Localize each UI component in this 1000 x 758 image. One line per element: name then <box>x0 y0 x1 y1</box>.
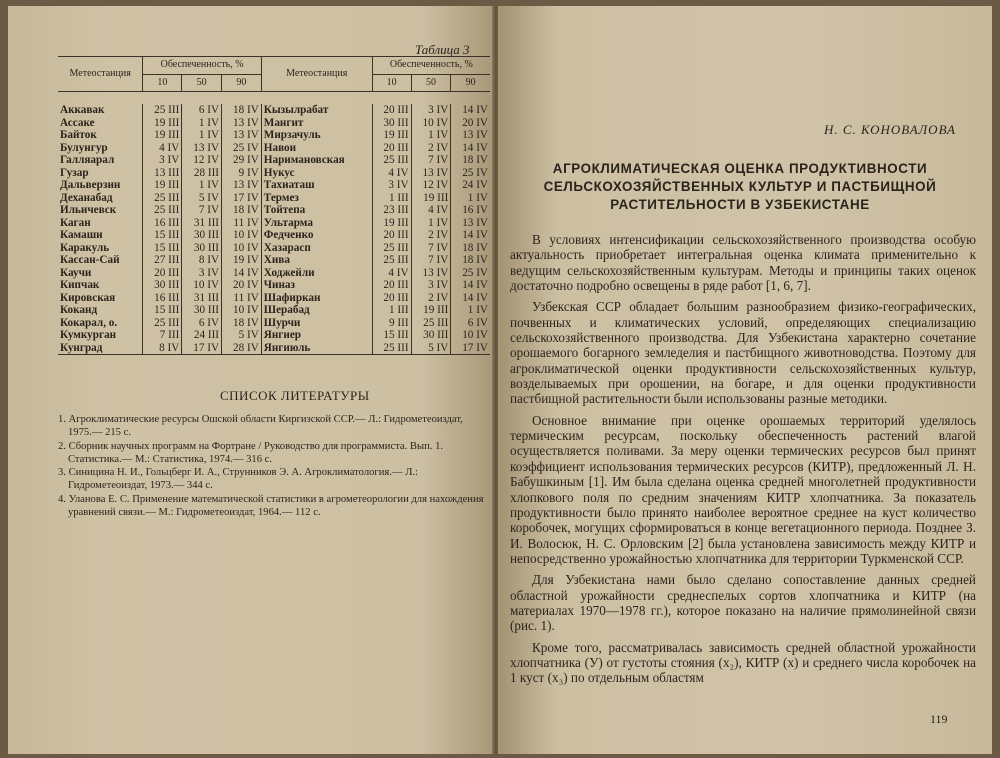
table-row <box>58 292 490 305</box>
page-number: 119 <box>930 712 948 726</box>
table-row <box>58 317 490 330</box>
date-cell: 20 III <box>372 229 411 242</box>
date-cell: 13 IV <box>222 179 262 192</box>
paragraph: Для Узбекистана нами было сделано сопоставление данных средней областной урожайности среднеспелых сортов хлопчатника и КИТР (на материалах 1970—1978 гг.), которое показано на наличие прямолинейной связи (рис. 1). <box>510 572 976 634</box>
article-author: Н. С. КОНОВАЛОВА <box>824 122 956 137</box>
date-cell: 9 III <box>372 317 411 330</box>
date-cell: 20 IV <box>222 279 262 292</box>
table-row <box>58 142 490 155</box>
date-cell: 25 III <box>143 317 182 330</box>
date-cell: 19 III <box>143 129 182 142</box>
date-cell: 18 IV <box>222 104 262 117</box>
station-name-cell: Тахиаташ <box>261 179 372 192</box>
table-body <box>58 92 490 355</box>
station-name-cell: Навои <box>261 142 372 155</box>
station-name-cell: Хива <box>261 254 372 267</box>
station-name-cell: Камаши <box>60 229 103 241</box>
station-name-cell: Термез <box>261 192 372 205</box>
date-cell: 28 III <box>182 167 222 180</box>
date-cell: 14 IV <box>451 229 490 242</box>
date-cell: 7 IV <box>411 254 451 267</box>
date-cell: 17 IV <box>451 342 490 355</box>
date-cell: 30 III <box>372 117 411 130</box>
date-cell: 7 III <box>143 329 182 342</box>
station-name-cell: Кумкурган <box>60 329 117 341</box>
date-cell: 25 III <box>143 204 182 217</box>
date-cell: 13 IV <box>451 129 490 142</box>
date-cell: 10 IV <box>222 304 262 317</box>
date-cell: 19 IV <box>222 254 262 267</box>
date-cell: 2 IV <box>411 142 451 155</box>
station-name-cell: Кызылрабат <box>261 104 372 117</box>
station-name-cell: Шерабад <box>261 304 372 317</box>
date-cell: 30 III <box>411 329 451 342</box>
date-cell: 8 IV <box>143 342 182 355</box>
station-name-cell: Галляарал <box>60 154 115 166</box>
date-cell: 30 III <box>143 279 182 292</box>
date-cell: 3 IV <box>182 267 222 280</box>
date-cell: 1 IV <box>182 117 222 130</box>
date-cell: 10 IV <box>182 279 222 292</box>
station-name-cell: Булунгур <box>60 141 108 154</box>
station-name-cell: Ильичевск <box>60 204 117 216</box>
provision-header-right: Обеспеченность, % <box>372 57 490 75</box>
station-name-cell: Чиназ <box>261 279 372 292</box>
literature-item: 4. Уланова Е. С. Применение математической статистики в агрометеорологии для нахождения уравнений связи.— М.: Гидрометеоиздат, 1964.— 112 с. <box>58 493 484 519</box>
station-name-cell: Коканд <box>60 304 98 316</box>
station-name-cell: Ультарма <box>261 217 372 230</box>
p90-header-left: 90 <box>222 74 262 92</box>
literature-item: 2. Сборник научных программ на Фортране / Руководство для программиста. Вып. 1. Статистика.— М.: Статистика, 1974.— 316 с. <box>58 440 444 465</box>
date-cell: 31 III <box>182 292 222 305</box>
date-cell: 25 III <box>372 154 411 167</box>
literature-title: СПИСОК ЛИТЕРАТУРЫ <box>220 388 370 403</box>
date-cell: 5 IV <box>222 329 262 342</box>
date-cell: 25 III <box>411 317 451 330</box>
table-title: Таблица 3 <box>415 42 470 57</box>
date-cell: 3 IV <box>411 279 451 292</box>
date-cell: 1 IV <box>182 129 222 142</box>
date-cell: 7 IV <box>411 154 451 167</box>
date-cell: 30 III <box>182 242 222 255</box>
date-cell: 31 III <box>182 217 222 230</box>
table-row <box>58 242 490 255</box>
station-name-cell: Кировская <box>60 291 116 304</box>
literature-item: 3. Синицина Н. И., Гольцберг И. А., Струнников Э. А. Агроклиматология.— Л.: Гидрометеоиздат, 1973.— 344 с. <box>58 467 418 492</box>
article-body <box>510 232 976 692</box>
date-cell: 10 IV <box>411 117 451 130</box>
date-cell: 13 IV <box>182 142 222 155</box>
date-cell: 20 III <box>372 142 411 155</box>
date-cell: 16 III <box>143 217 182 230</box>
date-cell: 25 III <box>143 104 182 117</box>
date-cell: 4 IV <box>143 142 182 155</box>
date-cell: 6 IV <box>182 317 222 330</box>
date-cell: 2 IV <box>411 229 451 242</box>
table-row <box>58 179 490 192</box>
date-cell: 20 IV <box>451 117 490 130</box>
date-cell: 3 IV <box>372 179 411 192</box>
literature-item: 1. Агроклиматические ресурсы Ошской области Киргизской ССР.— Л.: Гидрометеоиздат, 1975.— 215 с. <box>58 414 463 439</box>
literature-list <box>58 413 486 519</box>
table-row <box>58 254 490 267</box>
table-row <box>58 154 490 167</box>
date-cell: 30 III <box>182 304 222 317</box>
date-cell: 15 III <box>372 329 411 342</box>
date-cell: 9 IV <box>222 167 262 180</box>
date-cell: 25 III <box>372 342 411 355</box>
date-cell: 1 III <box>372 304 411 317</box>
table-row <box>58 279 490 292</box>
table-row <box>58 304 490 317</box>
date-cell: 1 IV <box>411 129 451 142</box>
date-cell: 19 III <box>372 129 411 142</box>
station-name-cell: Гузар <box>60 166 89 179</box>
article-title-line: СЕЛЬСКОХОЗЯЙСТВЕННЫХ КУЛЬТУР И ПАСТБИЩНОЙ <box>543 179 937 194</box>
date-cell: 6 IV <box>182 104 222 117</box>
table-row <box>58 229 490 242</box>
date-cell: 13 III <box>143 167 182 180</box>
date-cell: 25 III <box>372 242 411 255</box>
station-name-cell: Каракуль <box>60 241 110 254</box>
date-cell: 7 IV <box>411 242 451 255</box>
date-cell: 16 IV <box>451 204 490 217</box>
table-row <box>58 104 490 117</box>
date-cell: 18 IV <box>222 204 262 217</box>
station-name-cell: Нукус <box>261 167 372 180</box>
date-cell: 15 III <box>143 229 182 242</box>
station-name-cell: Шафиркан <box>261 292 372 305</box>
p50-header-right: 50 <box>411 74 451 92</box>
station-name-cell: Шурчи <box>261 317 372 330</box>
date-cell: 25 IV <box>451 167 490 180</box>
date-cell: 24 IV <box>451 179 490 192</box>
date-cell: 17 IV <box>182 342 222 355</box>
date-cell: 19 III <box>143 117 182 130</box>
station-name-cell: Кокарал, о. <box>60 316 118 329</box>
date-cell: 1 IV <box>451 192 490 205</box>
paragraph: Основное внимание при оценке орошаемых территорий уделялось термическим ресурсам, поскольку обеспеченность растений влагой осуществляется поливами. За меру оценки термических ресурсов был принят коэффициент использования термических ресурсов (КИТР), предложенный Л. Н. Бабушкиным [1]. Им была сделана оценка средней многолетней продуктивности хлопкового поля по средним значениям КИТР хлопчатника. За показатель продуктивности было принято наиболее вероятное среднее на куст количество коробочек, могущих сформироваться в конце вегетационного периода. Позднее З. И. Волосюк, Н. С. Орловским [2] была установлена зависимость между КИТР и непосредственно урожайностью хлопчатника для территории Туркменской ССР. <box>510 412 976 566</box>
paragraph: В условиях интенсификации сельскохозяйственного производства особую актуальность приобретает интегральная оценка климата применительно к ведущим сельскохозяйственным культурам. Методы и принципы таких оценок достаточно подробно освещены в ряде работ [1, 6, 7]. <box>510 232 976 294</box>
station-name-cell: Дальверзин <box>60 179 121 191</box>
station-name-cell: Кипчак <box>60 279 100 291</box>
table-row <box>58 267 490 280</box>
article-title-line: АГРОКЛИМАТИЧЕСКАЯ ОЦЕНКА ПРОДУКТИВНОСТИ <box>552 161 928 176</box>
date-cell: 14 IV <box>222 267 262 280</box>
date-cell: 14 IV <box>451 279 490 292</box>
date-cell: 4 IV <box>372 167 411 180</box>
p50-header-left: 50 <box>182 74 222 92</box>
date-cell: 28 IV <box>222 342 262 355</box>
date-cell: 20 III <box>372 292 411 305</box>
article-title <box>505 160 975 214</box>
date-cell: 10 IV <box>222 229 262 242</box>
provision-header-left: Обеспеченность, % <box>143 57 261 75</box>
table-row <box>58 129 490 142</box>
date-cell: 5 IV <box>411 342 451 355</box>
date-cell: 1 IV <box>182 179 222 192</box>
date-cell: 10 IV <box>222 242 262 255</box>
station-name-cell: Аккавак <box>60 104 105 116</box>
station-name-cell: Каучи <box>60 266 92 279</box>
date-cell: 12 IV <box>411 179 451 192</box>
date-cell: 11 IV <box>222 292 262 305</box>
station-name-cell: Тойтепа <box>261 204 372 217</box>
date-cell: 15 III <box>143 304 182 317</box>
date-cell: 1 IV <box>451 304 490 317</box>
date-cell: 13 IV <box>451 217 490 230</box>
station-name-cell: Хазарасп <box>261 242 372 255</box>
date-cell: 13 IV <box>222 117 262 130</box>
station-name-cell: Янгиер <box>261 329 372 342</box>
date-cell: 24 III <box>182 329 222 342</box>
station-name-cell: Ассаке <box>60 116 95 129</box>
date-cell: 2 IV <box>411 292 451 305</box>
date-cell: 20 III <box>372 279 411 292</box>
table-row <box>58 342 490 355</box>
date-cell: 10 IV <box>451 329 490 342</box>
date-cell: 7 IV <box>182 204 222 217</box>
paragraph: Узбекская ССР обладает большим разнообразием физико-географических, почвенных и климатических условий, определяющих специализацию сельскохозяйственного производства. Для Узбекистана характерно сочетание орошаемого богарного земледелия и пастбищного животноводства. Поэтому для агроклиматической оценки продуктивности сельскохозяйственных культур, возделываемых при орошении, на богаре, и для оценки продуктивности пастбищной растительности были использованы разные методики. <box>510 299 976 407</box>
date-cell: 18 IV <box>451 254 490 267</box>
date-cell: 14 IV <box>451 104 490 117</box>
station-name-cell: Деханабад <box>60 191 113 204</box>
station-header-right: Метеостанция <box>261 57 372 92</box>
date-cell: 6 IV <box>451 317 490 330</box>
date-cell: 18 IV <box>451 154 490 167</box>
date-cell: 19 III <box>411 304 451 317</box>
station-name-cell: Мирзачуль <box>261 129 372 142</box>
p90-header-right: 90 <box>451 74 490 92</box>
station-header-left: Метеостанция <box>58 57 143 92</box>
date-cell: 15 III <box>143 242 182 255</box>
date-cell: 19 III <box>143 179 182 192</box>
p10-header-left: 10 <box>143 74 182 92</box>
date-cell: 3 IV <box>143 154 182 167</box>
date-cell: 14 IV <box>451 142 490 155</box>
date-cell: 25 III <box>143 192 182 205</box>
date-cell: 13 IV <box>411 267 451 280</box>
station-name-cell: Ходжейли <box>261 267 372 280</box>
date-cell: 20 III <box>143 267 182 280</box>
date-cell: 16 III <box>143 292 182 305</box>
date-cell: 4 IV <box>372 267 411 280</box>
table-row <box>58 204 490 217</box>
p10-header-right: 10 <box>372 74 411 92</box>
date-cell: 25 III <box>372 254 411 267</box>
date-cell: 20 III <box>372 104 411 117</box>
station-table <box>58 56 490 355</box>
date-cell: 25 IV <box>451 267 490 280</box>
date-cell: 18 IV <box>222 317 262 330</box>
date-cell: 11 IV <box>222 217 262 230</box>
station-name-cell: Мангит <box>261 117 372 130</box>
date-cell: 23 III <box>372 204 411 217</box>
date-cell: 18 IV <box>451 242 490 255</box>
date-cell: 19 III <box>372 217 411 230</box>
article-title-line: РАСТИТЕЛЬНОСТИ В УЗБЕКИСТАНЕ <box>610 197 870 212</box>
station-name-cell: Федченко <box>261 229 372 242</box>
station-name-cell: Кассан-Сай <box>60 254 120 266</box>
date-cell: 27 III <box>143 254 182 267</box>
date-cell: 5 IV <box>182 192 222 205</box>
station-name-cell: Янгиюль <box>261 342 372 355</box>
date-cell: 1 IV <box>411 217 451 230</box>
date-cell: 1 III <box>372 192 411 205</box>
date-cell: 25 IV <box>222 142 262 155</box>
table-row <box>58 329 490 342</box>
date-cell: 29 IV <box>222 154 262 167</box>
date-cell: 13 IV <box>222 129 262 142</box>
date-cell: 14 IV <box>451 292 490 305</box>
date-cell: 4 IV <box>411 204 451 217</box>
table-row <box>58 192 490 205</box>
station-name-cell: Каган <box>60 216 91 229</box>
table-row <box>58 117 490 130</box>
date-cell: 30 III <box>182 229 222 242</box>
date-cell: 3 IV <box>411 104 451 117</box>
table-row <box>58 217 490 230</box>
station-name-cell: Наримановская <box>261 154 372 167</box>
station-name-cell: Кунград <box>58 342 143 355</box>
date-cell: 12 IV <box>182 154 222 167</box>
date-cell: 8 IV <box>182 254 222 267</box>
date-cell: 17 IV <box>222 192 262 205</box>
date-cell: 19 III <box>411 192 451 205</box>
station-name-cell: Байток <box>60 129 97 141</box>
table-row <box>58 167 490 180</box>
date-cell: 13 IV <box>411 167 451 180</box>
paragraph: Кроме того, рассматривалась зависимость средней областной урожайности хлопчатника (У) от густоты стояния (x₂), КИТР (x) и среднего числа коробочек на 1 куст (x₃) по отдельным областям <box>510 639 976 686</box>
